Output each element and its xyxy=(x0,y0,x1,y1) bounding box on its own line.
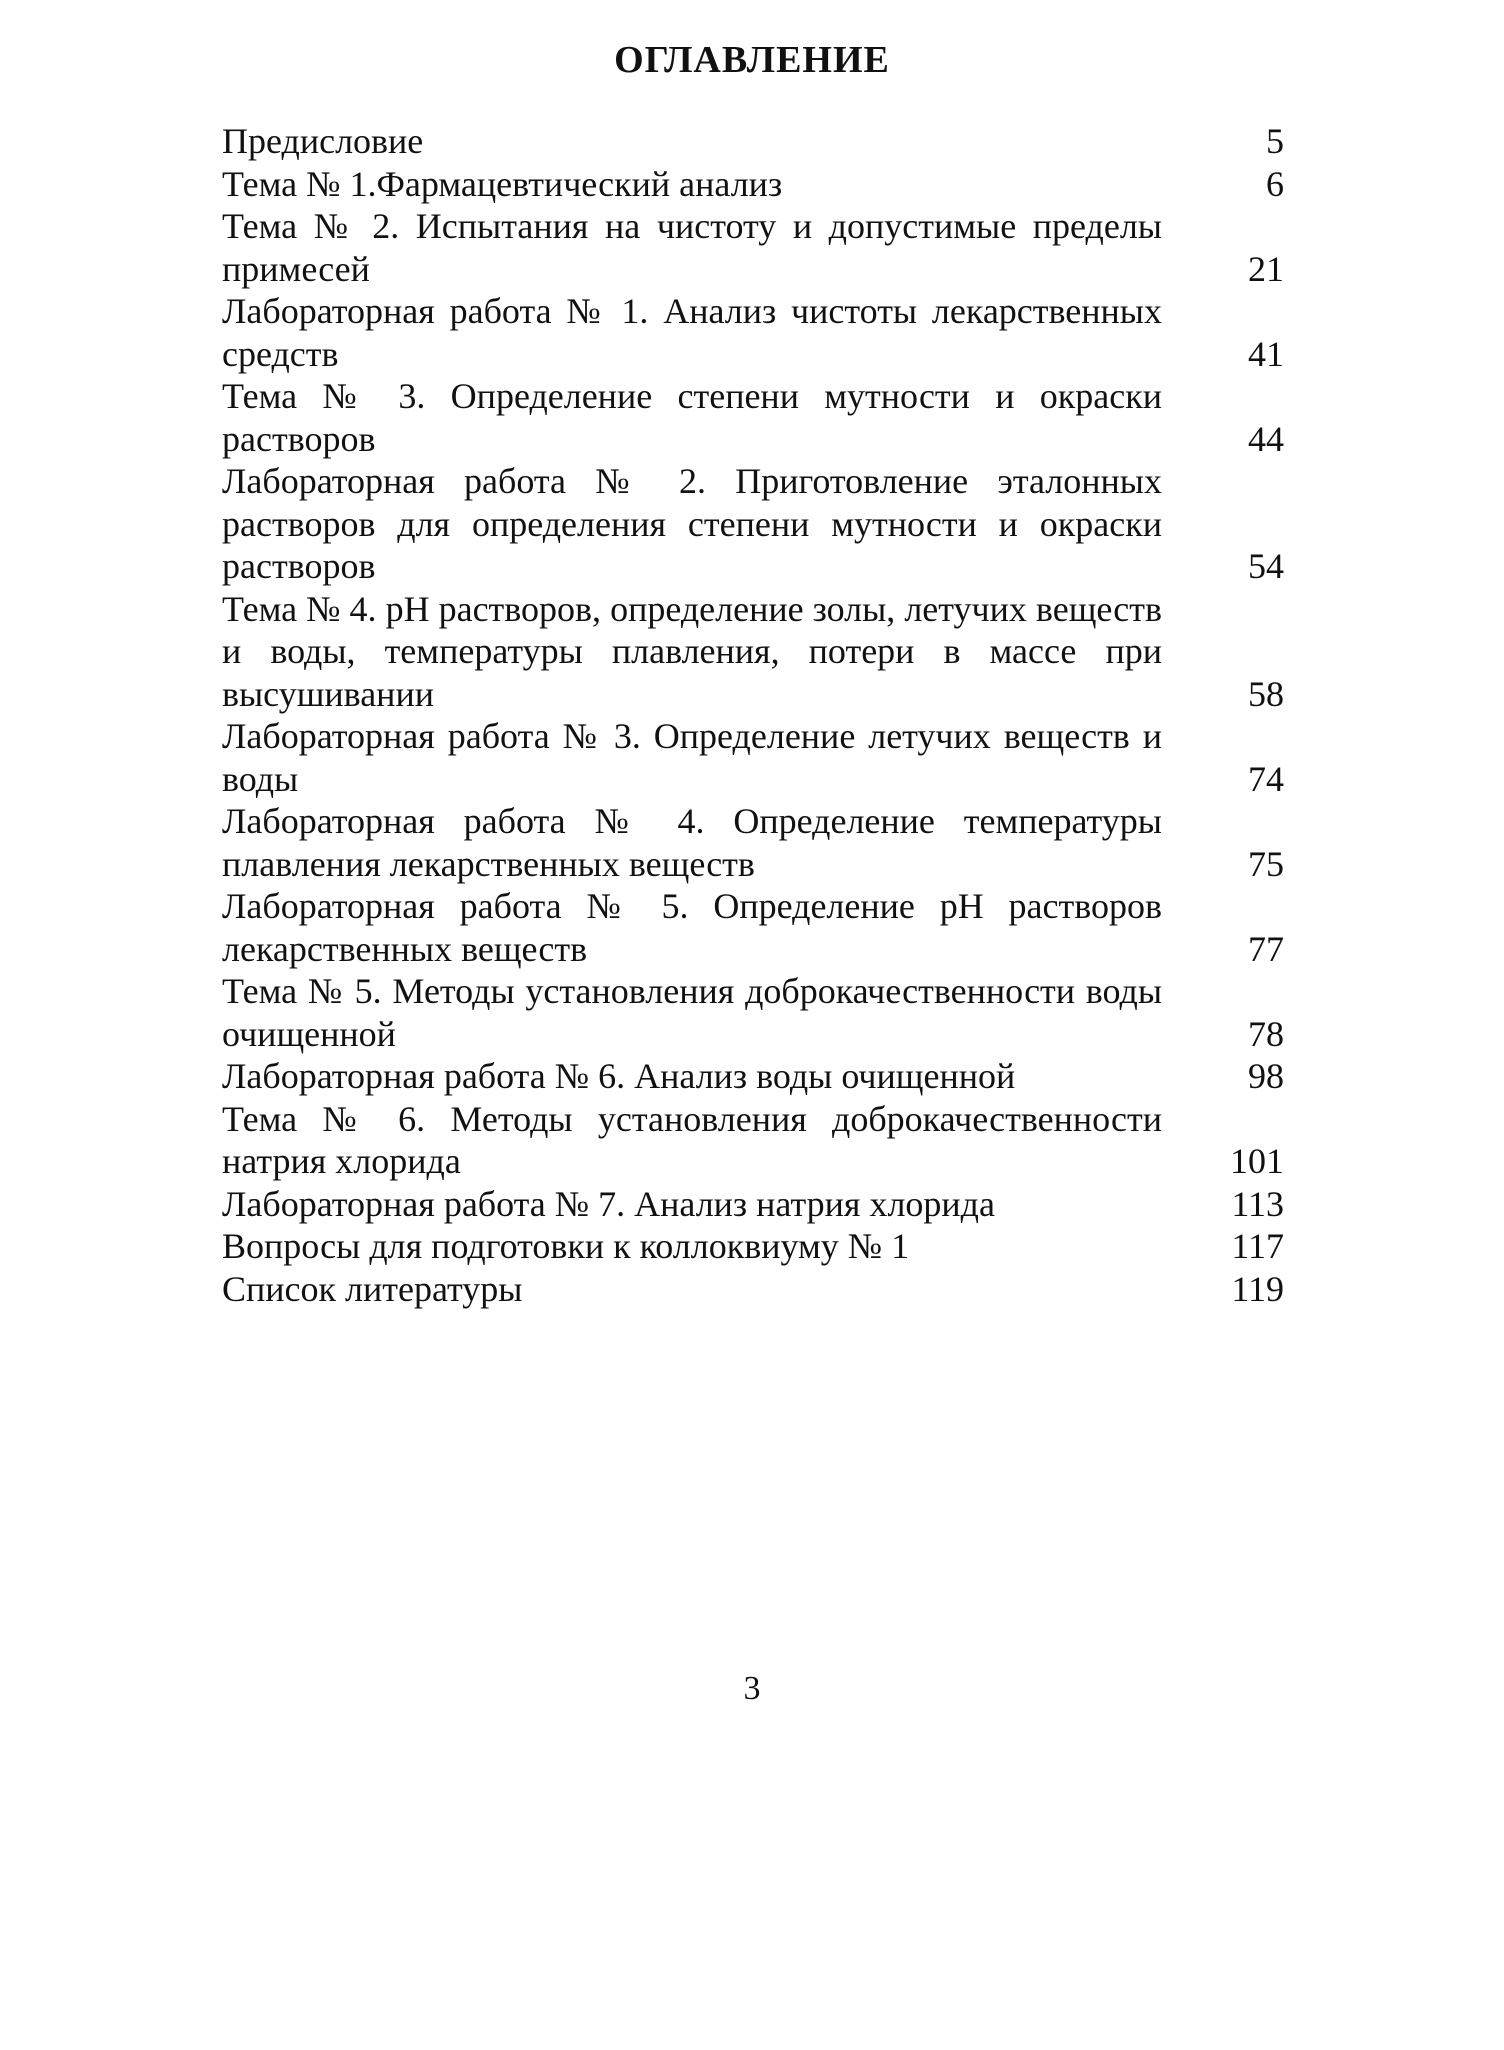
toc-entry[interactable] xyxy=(222,1055,1284,1098)
toc-entry-page: 6 xyxy=(1266,163,1284,204)
toc-entry-page: 113 xyxy=(1231,1183,1284,1224)
toc-entry-title: Лабораторная работа № 1. Анализ чистоты лекарственных средств xyxy=(222,291,1162,374)
toc-entry-title: Тема № 1.Фармацевтический анализ xyxy=(222,163,783,204)
toc-entry-page: 98 xyxy=(1248,1056,1284,1096)
toc-entry-page: 5 xyxy=(1266,121,1284,161)
toc-entry[interactable] xyxy=(222,1098,1284,1183)
toc-entry[interactable] xyxy=(222,163,1284,206)
toc-entry-page: 21 xyxy=(1248,248,1284,289)
page-number: 3 xyxy=(743,1670,761,1707)
toc-entry-title: Тема № 4. pH растворов, определение золы, летучих веществ и воды, температуры плавления, потери в массе при высушивании xyxy=(222,588,1162,714)
toc-entry[interactable] xyxy=(222,460,1284,588)
page-title: ОГЛАВЛЕНИЕ xyxy=(614,39,890,81)
toc-entry[interactable] xyxy=(222,588,1284,716)
toc-entry[interactable] xyxy=(222,1268,1284,1311)
toc-entry[interactable] xyxy=(222,120,1284,163)
table-of-contents xyxy=(222,120,1284,1310)
toc-entry-title: Лабораторная работа № 6. Анализ воды очищенной xyxy=(222,1056,1016,1096)
toc-entry[interactable] xyxy=(222,715,1284,800)
toc-entry[interactable] xyxy=(222,205,1284,290)
toc-entry-title: Вопросы для подготовки к коллоквиуму № 1 xyxy=(222,1226,910,1266)
toc-entry-title: Тема № 6. Методы установления доброкачественности натрия хлорида xyxy=(222,1098,1162,1181)
toc-entry-title: Лабораторная работа № 5. Определение pH растворов лекарственных веществ xyxy=(222,886,1162,969)
toc-entry-title: Тема № 3. Определение степени мутности и окраски растворов xyxy=(222,376,1162,459)
toc-entry-title: Тема № 5. Методы установления доброкачественности воды очищенной xyxy=(222,971,1162,1054)
toc-entry[interactable] xyxy=(222,1183,1284,1226)
toc-entry[interactable] xyxy=(222,970,1284,1055)
toc-entry[interactable] xyxy=(222,885,1284,970)
toc-entry-page: 44 xyxy=(1248,418,1284,459)
toc-entry-page: 77 xyxy=(1248,928,1284,969)
toc-entry-page: 101 xyxy=(1230,1141,1284,1181)
toc-entry-title: Лабораторная работа № 2. Приготовление эталонных растворов для определения степени мутности и окраски растворов xyxy=(222,461,1162,586)
toc-entry-page: 54 xyxy=(1248,546,1284,586)
toc-entry-title: Лабораторная работа № 4. Определение температуры плавления лекарственных веществ xyxy=(222,801,1162,884)
toc-entry-title: Лабораторная работа № 7. Анализ натрия хлорида xyxy=(222,1183,995,1224)
toc-entry-title: Список литературы xyxy=(222,1268,523,1309)
toc-entry[interactable] xyxy=(222,1225,1284,1268)
toc-entry-page: 41 xyxy=(1248,333,1284,374)
toc-entry-title: Предисловие xyxy=(222,121,424,161)
toc-entry-page: 74 xyxy=(1248,758,1284,799)
toc-entry-title: Тема № 2. Испытания на чистоту и допустимые пределы примесей xyxy=(222,206,1162,289)
toc-entry-title: Лабораторная работа № 3. Определение летучих веществ и воды xyxy=(222,716,1162,799)
toc-entry-page: 119 xyxy=(1231,1268,1284,1309)
toc-entry[interactable] xyxy=(222,375,1284,460)
toc-entry-page: 75 xyxy=(1248,843,1284,884)
toc-entry[interactable] xyxy=(222,290,1284,375)
toc-entry-page: 117 xyxy=(1231,1226,1284,1266)
toc-entry[interactable] xyxy=(222,800,1284,885)
toc-entry-page: 78 xyxy=(1248,1013,1284,1054)
toc-entry-page: 58 xyxy=(1248,673,1284,714)
